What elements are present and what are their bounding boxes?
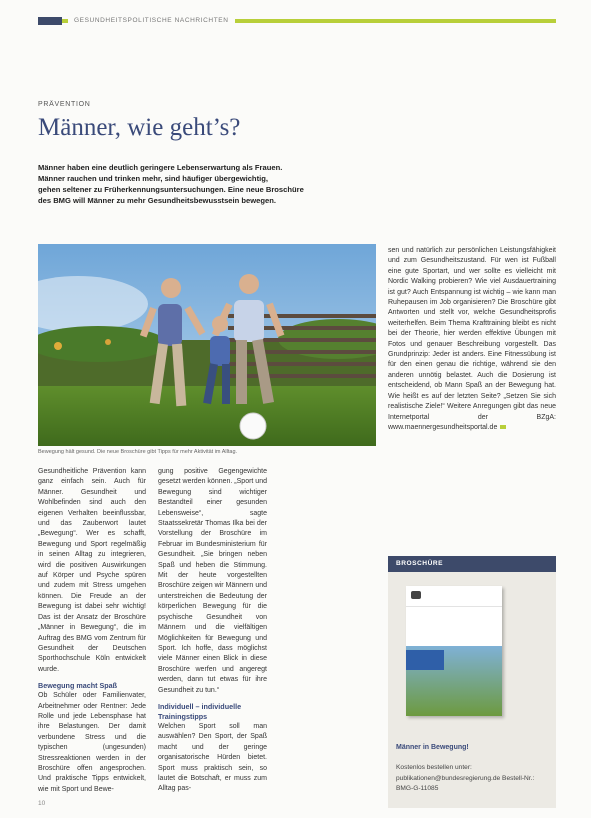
family-soccer-illustration <box>38 244 376 446</box>
brochure-box-label: BROSCHÜRE <box>388 556 556 572</box>
brochure-order-info: Kostenlos bestellen unter: publikationen@bundesregierung.de Bestell-Nr.: BMG-G-11085 <box>396 764 535 792</box>
paragraph: Welchen Sport soll man auswählen? Den Sport, der Spaß macht und der geringe organisatorische Hürden bietet. Sport muss praktisch sein, so lautet die Botschaft, er muss zum Alltag pas- <box>158 722 267 793</box>
top-bar <box>38 17 556 25</box>
lead-line: gehen seltener zu Früherkennungsuntersuchungen. Eine neue Broschüre <box>38 185 304 194</box>
headline: Männer, wie geht’s? <box>38 114 241 141</box>
brochure-cover <box>406 586 502 716</box>
paragraph: Gesundheitliche Prävention kann ganz einfach sein. Auch für Männer. Gesundheit und Wohlbefinden sind auch den eigenen Verhalten beeinflussbar, und das Zauberwort lautet „Bewegung“. Wer es schafft, Bewegung und Sport regelmäßig in seinen Alltag zu integrieren, wird die positiven Auswirkungen auf Körper und Psyche spüren und zudem mit Stress umgehen können. Die Freude an der Bewegung ist dabei sehr wichtig! Das ist der Ansatz der Broschüre „Männer in Bewegung“, die im Auftrag des BMG vom Zentrum für Gesundheit der Deutschen Sporthochschule Köln entwickelt wurde. <box>38 468 146 673</box>
subheading: Bewegung macht Spaß <box>38 681 118 691</box>
subheading: Individuell – individuelle Trainingstipps <box>158 701 242 721</box>
column-1 <box>38 467 146 795</box>
paragraph <box>388 246 556 433</box>
paragraph: gung positive Gegengewichte gesetzt werden können. „Sport und Bewegung sind wichtiger Bestandteil einer gesunden Lebensweise“, sagte Staatssekretär Thomas Ilka bei der Vorstellung der Broschüre im Februar im Bundesministerium für Gesundheit. „Sie bringen neben Spaß und heben die Stimmung. Mit der heute vorgestellten Broschüre zeigen wir Männern und unterstreichen die Bedeutung der körperlichen Bewegung für die psychische Gesundheit von Männern und die vielfältigen Möglichkeiten für Bewegung und Sport. Ich hoffe, dass möglichst viele Männer einen Blick in diese Broschüre werfen und angeregt werden, dann tut etwas für ihre Gesundheit zu tun.“ <box>158 468 267 694</box>
lead-line: des BMG will Männer zu mehr Gesundheitsbewusstsein bewegen. <box>38 196 276 205</box>
brochure-title: Männer in Bewegung! <box>396 744 469 751</box>
lead-line: Männer haben eine deutlich geringere Lebenserwartung als Frauen. <box>38 163 283 172</box>
paragraph: Ob Schüler oder Familienvater, Arbeitnehmer oder Rentner: Jede Rolle und jede Lebensphase hat ihre Belastungen. Der damit verbundene Stress und die typischen (ungesunden) Stressreaktionen werden in der Broschüre offen angesprochen. Und praktische Tipps entwickelt, wie mit Sport und Bewe- <box>38 692 146 793</box>
photo-caption: Bewegung hält gesund. Die neue Broschüre gibt Tipps für mehr Aktivität im Alltag. <box>38 449 238 455</box>
rubric: PRÄVENTION <box>38 101 91 108</box>
section-label: GESUNDHEITSPOLITISCHE NACHRICHTEN <box>68 16 235 26</box>
top-dark-block <box>38 17 62 25</box>
column-2 <box>158 467 267 795</box>
lead-line: Männer rauchen und trinken mehr, sind häufiger übergewichtig, <box>38 174 268 183</box>
article-photo <box>38 244 376 446</box>
page-number: 10 <box>38 800 46 807</box>
brochure-title-panel <box>406 650 444 670</box>
lead-paragraph <box>38 162 368 206</box>
ministry-logo-icon <box>411 591 421 599</box>
article-end-marker <box>500 425 506 429</box>
column-3 <box>388 246 556 433</box>
brochure-box <box>388 556 556 808</box>
paragraph-text: sen und natürlich zur persönlichen Leistungsfähigkeit und zum Gesundheitszustand. Für wen ist Fußball eine gute Sportart, und wer sollte es vielleicht mit Nordic Walking probieren? Wie viel Ausdauertraining ist gut? Auch Entspannung ist wichtig – wie kann man Ruhepausen im Job organisieren? Die Broschüre gibt Antworten und stellt vor, welche Gesundheitsprofis weiterhelfen. Beim Thema Krafttraining bleibt es nicht bei der Theorie, hier werden effektive Übungen mit Fotos und genauer Beschreibung vorgestellt. Das Grundprinzip: Jeder ist anders. Eine Fitnessübung ist für den einen genau die richtige, während sie den anderen unnötig belastet. Auch die Dosierung ist entscheidend, ob Mann Spaß an der Bewegung hat. Wie heißt es auf der letzten Seite? „Setzen Sie sich realistische Ziele!“ Weitere Anregungen gibt das neue Internetportal der BZgA: www.maennergesundheitsportal.de <box>388 247 556 431</box>
